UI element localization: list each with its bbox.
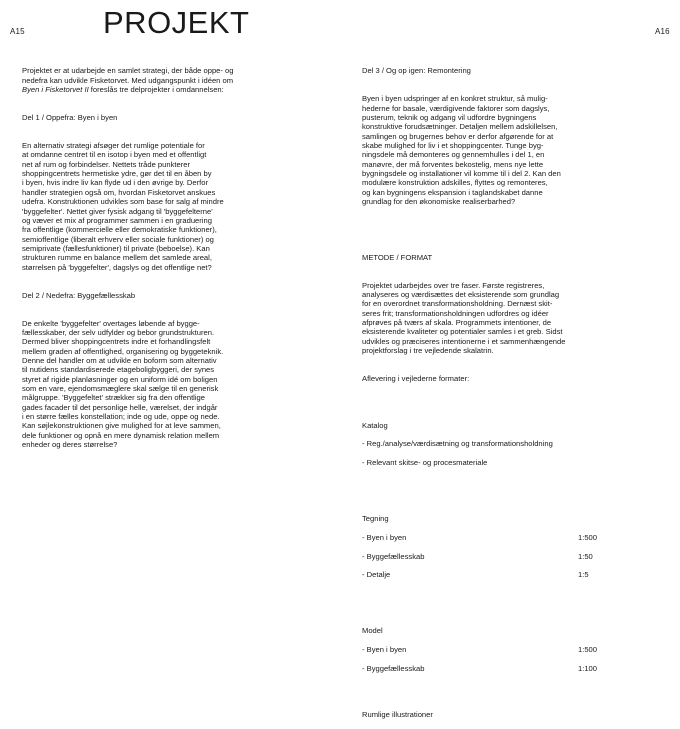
section-heading-del-3: Del 3 / Og op igen: Remontering (362, 66, 471, 76)
section-body-del-1: En alternativ strategi afsøger det rumlige potentiale for at omdanne centret til en isotop i byen med et offentligt net af rum og forbindelser. Nettets tråde punkterer shoppingcentrets hermetiske ydre, gør det til en åben by i byen, hvis indre liv kan flyde ud i den øvrige by. Derfor handler strategien også om, hvordan Fisketorvet anskues udefra. Konstruktionen udvikles som base for salg af mindre 'byggefelter'. Nettet giver fysisk adgang til 'byggefelterne' og væver et mix af programmer sammen i en graduering fra offentlige (kommercielle eller demokratiske funktioner), semioffentlige (liberalt erhverv eller sociale funktioner) og semiprivate (fællesfunktioner) til private (beboelse). Kan strukturen rumme en balance mellem det samlede areal, størrelsen på 'byggefelter', dagslys og det offentlige net? (22, 141, 224, 272)
spacer (362, 225, 608, 243)
item-scale: 1:5 (578, 570, 589, 580)
rumlige-heading: Rumlige illustrationer (362, 710, 433, 720)
item-scale: 1:100 (578, 663, 598, 673)
tegning-list (362, 505, 608, 589)
section-body-metode: Projektet udarbejdes over tre faser. Første registreres, analyseres og værdisættes det eksisterende som grundlag for en overordnet transformationsholdning. Dernæst skit- seres frit; transformationsholdningen udfordres og idéer afprøves på tværs af skala. Programmets intentioner, de eksisterende kvaliteter og potentialer samles i et greb. Sidst udvikles og præciseres intentionerne i et sammenhængende projektforslag i tre vejledende skalatrin. (362, 280, 566, 355)
model-heading: Model (362, 626, 383, 636)
list-item (362, 570, 608, 579)
item-scale: 1:500 (578, 644, 598, 654)
list-item: - Relevant skitse- og procesmateriale (362, 458, 488, 468)
tegning-heading: Tegning (362, 514, 389, 524)
list-item: - Reg./analyse/værdisætning og transformationsholdning (362, 439, 553, 449)
list-item (362, 533, 608, 542)
item-label: - Byen i byen (362, 644, 407, 654)
item-scale: 1:50 (578, 551, 593, 561)
right-column (362, 57, 608, 729)
left-column (22, 57, 278, 468)
item-label: - Byggefællesskab (362, 663, 425, 673)
intro-text-1: Projektet er at udarbejde en samlet strategi, der både oppe- og nedefra kan udvikle Fisketorvet. Med udgangspunkt i idéen om (22, 66, 234, 85)
model-list (362, 617, 608, 682)
item-label: - Byen i byen (362, 532, 407, 542)
katalog-heading: Katalog (362, 420, 388, 430)
section-heading-del-1: Del 1 / Oppefra: Byen i byen (22, 113, 118, 123)
katalog-list (362, 411, 608, 476)
list-item (362, 645, 608, 654)
item-label: - Byggefællesskab (362, 551, 425, 561)
list-item (362, 664, 608, 673)
page-number-left: A15 (10, 27, 25, 36)
intro-paragraph (22, 66, 278, 94)
page-number-right: A16 (655, 27, 670, 36)
item-scale: 1:500 (578, 532, 598, 542)
item-label: - Detalje (362, 570, 391, 580)
intro-italic-title: Byen i Fisketorvet II (22, 85, 89, 95)
intro-text-2: foreslås tre delprojekter i omdannelsen: (88, 85, 224, 95)
page-title: PROJEKT (103, 5, 250, 40)
section-heading-metode: METODE / FORMAT (362, 252, 433, 262)
list-item (362, 552, 608, 561)
section-heading-del-2: Del 2 / Nedefra: Byggefællesskab (22, 290, 136, 300)
section-body-del-3: Byen i byen udspringer af en konkret struktur, så mulig- hederne for basale, værdigivende faktorer som dagslys, pusterum, teknik og adgang vil udfordre bygningens konstruktive forudsætninger. Detaljen mellem adskillelsen, samlingen og brugernes behov er derfor afgørende for at skabe mulighed for liv i et shoppingcenter. Tunge byg- ningsdele må demonteres og gennemhulles i del 1, en manøvre, der må forventes bekostelig, mens nye lette bygningsdele og installationer vil komme til i del 2. Kan den modulære konstruktion adskilles, flyttes og remonteres, og kan bygningens ekspansion i taglandskabet danne grundlag for den økonomiske realiserbarhed? (362, 94, 561, 207)
section-body-del-2: De enkelte 'byggefelter' overtages løbende af bygge- fællesskaber, der selv udfylder og bebor grundstrukturen. Dermed bliver shoppingcentrets indre et forhandlingsfelt mellem graden af offentlighed, organisering og byggeteknik. Denne del handler om at udvikle en boform som alternativ til nutidens standardiserede etageboligbyggeri, der synes styret af rigide planløsninger og en uniform idé om boligen som en vare, ejendomsmæglere skal sælge til en generisk målgruppe. 'Byggefeltet' strækker sig fra den offentlige gades facader til det personlige helle, værelset, der indgår i en større fælles konstellation; inde og ude, oppe og nede. Kan søjlekonstruktionen give mulighed for at leve sammen, dele funktioner og opnå en mere dynamisk relation mellem enheder og deres størrelse? (22, 318, 224, 450)
aflevering-intro: Aflevering i vejlederne formater: (362, 374, 470, 383)
